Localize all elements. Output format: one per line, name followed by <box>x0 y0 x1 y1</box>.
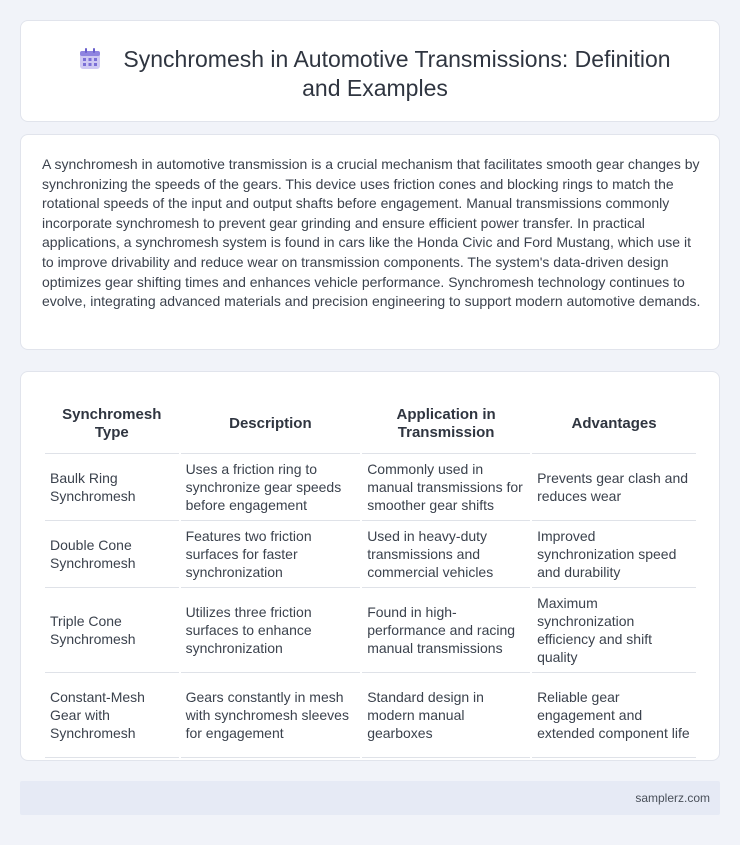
cell-description: Gears constantly in mesh with synchromesh sleeves for engagement <box>181 673 361 758</box>
cell-application: Found in high-performance and racing manual transmissions <box>362 588 530 673</box>
header-description: Description <box>181 394 361 454</box>
page-title-wrap <box>61 45 689 103</box>
table-header-row <box>45 394 696 454</box>
cell-advantages: Maximum synchronization efficiency and shift quality <box>532 588 696 673</box>
calendar-grid-icon <box>79 48 101 70</box>
header-type: Synchromesh Type <box>45 394 179 454</box>
header-application: Application in Transmission <box>362 394 530 454</box>
title-card <box>20 20 720 122</box>
synchromesh-table <box>43 394 698 758</box>
cell-type: Triple Cone Synchromesh <box>45 588 179 673</box>
cell-description: Uses a friction ring to synchronize gear speeds before engagement <box>181 454 361 521</box>
page-title: Synchromesh in Automotive Transmissions: Definition and Examples <box>123 46 671 101</box>
table-row <box>45 588 696 673</box>
intro-paragraph: A synchromesh in automotive transmission is a crucial mechanism that facilitates smooth gear changes by synchronizing the speeds of the gears. This device uses friction cones and blocking rings to match the rotational speeds of the input and output shafts before engagement. Manual transmissions commonly incorporate synchromesh to prevent gear grinding and ensure efficient power transfer. In practical applications, a synchromesh system is found in cars like the Honda Civic and Ford Mustang, which use it to improve drivability and reduce wear on transmission components. The system's data-driven design optimizes gear shifting times and enhances vehicle performance. Synchromesh technology continues to evolve, integrating advanced materials and precision engineering to support modern automotive demands. <box>42 156 701 310</box>
cell-application: Standard design in modern manual gearboxes <box>362 673 530 758</box>
cell-advantages: Improved synchronization speed and durability <box>532 521 696 588</box>
intro-card <box>20 134 720 350</box>
cell-description: Features two friction surfaces for faster synchronization <box>181 521 361 588</box>
cell-type: Double Cone Synchromesh <box>45 521 179 588</box>
table-row <box>45 673 696 758</box>
cell-application: Used in heavy-duty transmissions and commercial vehicles <box>362 521 530 588</box>
header-advantages: Advantages <box>532 394 696 454</box>
cell-application: Commonly used in manual transmissions for smoother gear shifts <box>362 454 530 521</box>
table-row <box>45 454 696 521</box>
cell-type: Baulk Ring Synchromesh <box>45 454 179 521</box>
footer <box>20 781 720 815</box>
footer-site-link[interactable]: samplerz.com <box>635 791 710 805</box>
table-row <box>45 521 696 588</box>
table-card <box>20 371 720 761</box>
cell-advantages: Prevents gear clash and reduces wear <box>532 454 696 521</box>
cell-type: Constant-Mesh Gear with Synchromesh <box>45 673 179 758</box>
cell-advantages: Reliable gear engagement and extended component life <box>532 673 696 758</box>
cell-description: Utilizes three friction surfaces to enhance synchronization <box>181 588 361 673</box>
